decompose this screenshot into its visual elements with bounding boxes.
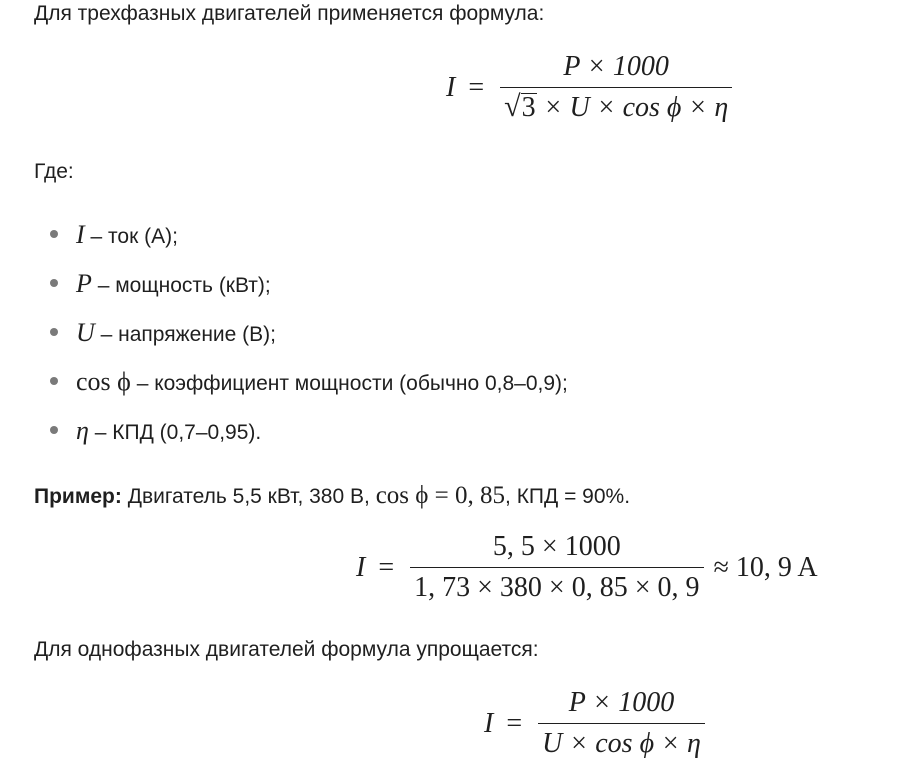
definition-text: – КПД (0,7–0,95). (94, 421, 262, 444)
definition-text: – ток (А); (90, 225, 178, 248)
symbol: cos ϕ (76, 367, 131, 396)
definition-text: – напряжение (В); (100, 323, 276, 346)
intro-single-phase: Для однофазных двигателей формула упрощается: (34, 638, 539, 661)
fraction-bar (538, 723, 705, 724)
formula-numerator: 5, 5 × 1000 (492, 531, 621, 562)
formula-single-phase (484, 686, 705, 761)
symbol: P (76, 269, 92, 298)
formula-result: ≈ 10, 9 A (713, 551, 818, 583)
list-item (34, 210, 568, 259)
bullet-icon (50, 328, 58, 336)
where-label: Где: (34, 160, 74, 183)
definition-text: – мощность (кВт); (97, 274, 271, 297)
example-text-after: , КПД = 90%. (505, 485, 631, 508)
symbol: I (76, 220, 85, 249)
bullet-icon (50, 426, 58, 434)
bullet-icon (50, 377, 58, 385)
formula-fraction (410, 530, 703, 605)
bullet-icon (50, 279, 58, 287)
formula-denominator: √ 3 × U × cos ϕ × η (504, 90, 729, 123)
sqrt-symbol: √ 3 (504, 90, 536, 123)
bullet-icon (50, 230, 58, 238)
example-math: cos ϕ = 0, 85 (375, 482, 506, 509)
formula-numerator: P × 1000 (563, 51, 669, 82)
formula-denominator: U × cos ϕ × η (542, 728, 701, 759)
fraction-bar (500, 87, 732, 88)
symbol: η (76, 416, 89, 445)
definitions-list (34, 210, 568, 455)
symbol: U (76, 318, 95, 347)
formula-three-phase (446, 50, 732, 125)
example-paragraph (34, 482, 630, 511)
list-item (34, 357, 568, 406)
formula-example (356, 530, 818, 605)
fraction-bar (410, 567, 703, 568)
formula-fraction (500, 50, 732, 125)
formula-lhs: I = (356, 551, 395, 583)
formula-lhs: I = (484, 707, 523, 739)
list-item (34, 259, 568, 308)
intro-three-phase: Для трехфазных двигателей применяется формула: (34, 2, 545, 25)
definition-text: – коэффициент мощности (обычно 0,8–0,9); (136, 372, 568, 395)
example-label: Пример: (34, 485, 122, 508)
list-item (34, 308, 568, 357)
formula-numerator: P × 1000 (568, 687, 675, 718)
formula-lhs: I = (446, 71, 485, 103)
formula-fraction (538, 686, 705, 761)
list-item (34, 406, 568, 455)
example-text: Двигатель 5,5 кВт, 380 В, (127, 485, 370, 508)
formula-denominator: 1, 73 × 380 × 0, 85 × 0, 9 (414, 572, 700, 603)
